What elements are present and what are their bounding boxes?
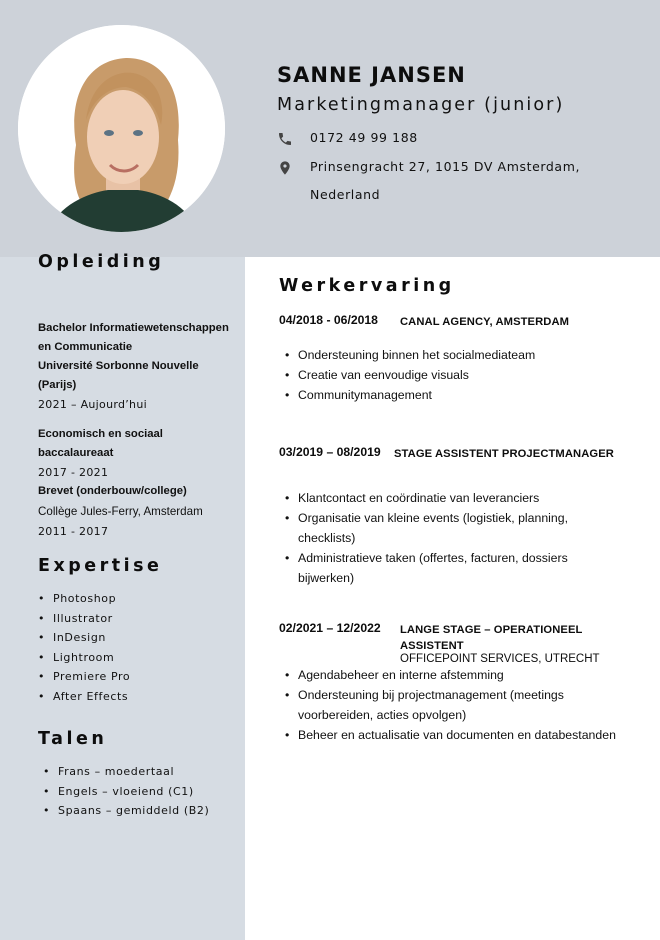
language-item: • Engels – vloeiend (C1) [43, 782, 209, 802]
profile-photo [18, 25, 225, 232]
job-company: OFFICEPOINT SERVICES, UTRECHT [400, 653, 600, 665]
contact-address [277, 159, 581, 202]
job-period: 04/2018 - 06/2018 [279, 313, 378, 327]
task-item: • Administratieve taken (offertes, facturen, dossiers bijwerken) [285, 548, 625, 588]
degree-cont: en Communicatie [38, 341, 133, 353]
period: 2011 - 2017 [38, 525, 109, 538]
expertise-item: • InDesign [38, 628, 130, 648]
expertise-item: • Illustrator [38, 609, 130, 629]
job-3-tasks [285, 665, 625, 745]
education-item-1 [38, 319, 248, 414]
expertise-item: • After Effects [38, 687, 130, 707]
job-period: 02/2021 – 12/2022 [279, 621, 381, 635]
task-item: • Ondersteuning binnen het socialmediateam [285, 345, 625, 365]
education-heading: Opleiding [38, 252, 165, 272]
contact-phone [277, 130, 418, 147]
school-cont: (Parijs) [38, 379, 77, 391]
degree-cont: baccalaureaat [38, 447, 114, 459]
phone-icon [277, 131, 293, 147]
task-item: • Creatie van eenvoudige visuals [285, 365, 625, 385]
degree: Bachelor Informatiewetenschappen [38, 322, 229, 334]
task-item: • Organisatie van kleine events (logistiek, planning, checklists) [285, 508, 625, 548]
experience-heading: Werkervaring [279, 276, 455, 296]
education-item-2 [38, 425, 248, 541]
address-line-2: Nederland [310, 187, 381, 202]
portrait-illustration [18, 25, 225, 232]
candidate-name: SANNE JANSEN [277, 63, 466, 87]
job-title: LANGE STAGE – OPERATIONEEL [400, 624, 583, 636]
expertise-heading: Expertise [38, 556, 163, 576]
expertise-item: • Premiere Pro [38, 667, 130, 687]
task-item: • Klantcontact en coördinatie van leveranciers [285, 488, 625, 508]
period: 2017 - 2021 [38, 466, 109, 479]
job-period: 03/2019 – 08/2019 [279, 445, 381, 459]
job-title: CANAL AGENCY, AMSTERDAM [400, 316, 570, 328]
expertise-item: • Photoshop [38, 589, 130, 609]
expertise-list [38, 589, 130, 706]
degree: Economisch en sociaal [38, 428, 163, 440]
languages-list [43, 762, 209, 821]
address-line-1: Prinsengracht 27, 1015 DV Amsterdam, [310, 159, 581, 174]
job-title-cont: ASSISTENT [400, 640, 464, 652]
candidate-role: Marketingmanager (junior) [277, 95, 565, 115]
school: Collège Jules-Ferry, Amsterdam [38, 505, 203, 518]
period: 2021 – Aujourd’hui [38, 398, 147, 411]
address [310, 153, 580, 209]
map-pin-icon [277, 160, 293, 176]
job-title: STAGE ASSISTENT PROJECTMANAGER [394, 448, 614, 460]
degree: Brevet (onderbouw/college) [38, 485, 187, 497]
school: Université Sorbonne Nouvelle [38, 360, 199, 372]
language-item: • Spaans – gemiddeld (B2) [43, 801, 209, 821]
task-item: • Beheer en actualisatie van documenten en databestanden [285, 725, 625, 745]
expertise-item: • Lightroom [38, 648, 130, 668]
phone-number: 0172 49 99 188 [310, 130, 418, 145]
task-item: • Ondersteuning bij projectmanagement (meetings voorbereiden, acties opvolgen) [285, 685, 625, 725]
task-item: • Communitymanagement [285, 385, 625, 405]
job-1-tasks [285, 345, 625, 405]
job-2-tasks [285, 488, 625, 588]
task-item: • Agendabeheer en interne afstemming [285, 665, 625, 685]
languages-heading: Talen [38, 729, 108, 749]
language-item: • Frans – moedertaal [43, 762, 209, 782]
